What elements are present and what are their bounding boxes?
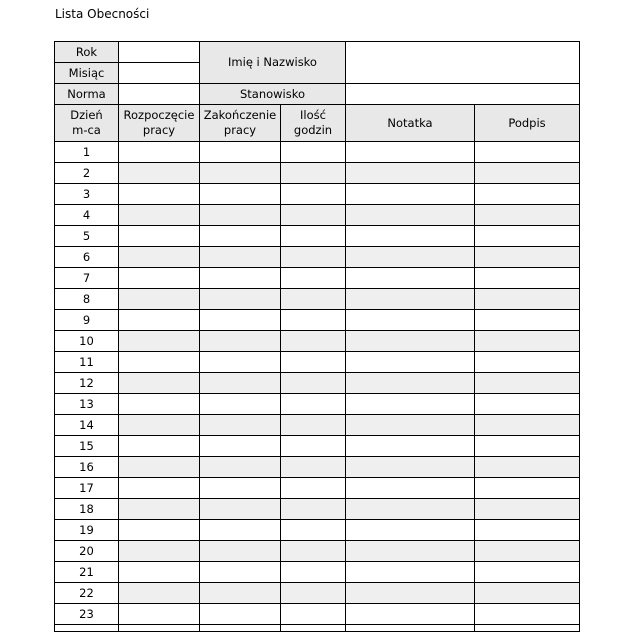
zakonczenie-cell[interactable]	[200, 163, 281, 184]
day-number: 13	[55, 394, 119, 415]
rozpoczecie-cell[interactable]	[119, 352, 200, 373]
rozpoczecie-cell[interactable]	[119, 205, 200, 226]
day-number: 20	[55, 541, 119, 562]
norma-label: Norma	[55, 84, 119, 105]
table-row	[55, 205, 580, 226]
podpis-cell[interactable]	[475, 541, 580, 562]
notatka-cell[interactable]	[346, 562, 475, 583]
rozpoczecie-cell[interactable]	[119, 373, 200, 394]
table-row	[55, 499, 580, 520]
zakonczenie-cell[interactable]	[200, 268, 281, 289]
notatka-cell[interactable]	[346, 205, 475, 226]
day-number: 22	[55, 583, 119, 604]
rozpoczecie-cell[interactable]	[119, 142, 200, 163]
ilosc-cell[interactable]	[281, 373, 346, 394]
zakonczenie-cell[interactable]	[200, 541, 281, 562]
day-number: 12	[55, 373, 119, 394]
zakonczenie-cell[interactable]	[200, 184, 281, 205]
day-number: 9	[55, 310, 119, 331]
rozpoczecie-cell[interactable]	[119, 310, 200, 331]
ilosc-cell[interactable]	[281, 142, 346, 163]
table-row	[55, 394, 580, 415]
imie-nazwisko-label: Imię i Nazwisko	[200, 42, 346, 84]
stanowisko-field[interactable]	[346, 84, 580, 105]
ilosc-cell[interactable]	[281, 247, 346, 268]
notatka-cell[interactable]	[346, 310, 475, 331]
day-number: 8	[55, 289, 119, 310]
ilosc-cell[interactable]	[281, 604, 346, 625]
partial-cell	[119, 625, 200, 632]
ilosc-cell[interactable]	[281, 184, 346, 205]
podpis-cell[interactable]	[475, 142, 580, 163]
day-number: 21	[55, 562, 119, 583]
table-row	[55, 352, 580, 373]
ilosc-cell[interactable]	[281, 520, 346, 541]
rok-field[interactable]	[119, 42, 200, 63]
day-number: 23	[55, 604, 119, 625]
zakonczenie-cell[interactable]	[200, 415, 281, 436]
table-row	[55, 436, 580, 457]
norma-field[interactable]	[119, 84, 200, 105]
table-row	[55, 247, 580, 268]
day-number: 11	[55, 352, 119, 373]
table-row	[55, 268, 580, 289]
notatka-cell[interactable]	[346, 352, 475, 373]
table-row	[55, 373, 580, 394]
notatka-cell[interactable]	[346, 478, 475, 499]
zakonczenie-cell[interactable]	[200, 247, 281, 268]
partial-cell	[475, 625, 580, 632]
table-row	[55, 163, 580, 184]
podpis-cell[interactable]	[475, 205, 580, 226]
rok-label: Rok	[55, 42, 119, 63]
rozpoczecie-cell[interactable]	[119, 289, 200, 310]
day-number: 3	[55, 184, 119, 205]
podpis-cell[interactable]	[475, 331, 580, 352]
ilosc-cell[interactable]	[281, 478, 346, 499]
col-header-dzien-line2: m-ca	[72, 123, 101, 137]
day-number: 4	[55, 205, 119, 226]
notatka-cell[interactable]	[346, 184, 475, 205]
table-row	[55, 184, 580, 205]
col-header-ilosc-line2: godzin	[293, 123, 333, 137]
table-row	[55, 310, 580, 331]
notatka-cell[interactable]	[346, 226, 475, 247]
notatka-cell[interactable]	[346, 541, 475, 562]
ilosc-cell[interactable]	[281, 205, 346, 226]
rozpoczecie-cell[interactable]	[119, 520, 200, 541]
ilosc-cell[interactable]	[281, 268, 346, 289]
podpis-cell[interactable]	[475, 226, 580, 247]
table-row	[55, 457, 580, 478]
podpis-cell[interactable]	[475, 247, 580, 268]
zakonczenie-cell[interactable]	[200, 331, 281, 352]
table-row	[55, 583, 580, 604]
notatka-cell[interactable]	[346, 247, 475, 268]
zakonczenie-cell[interactable]	[200, 457, 281, 478]
zakonczenie-cell[interactable]	[200, 394, 281, 415]
notatka-cell[interactable]	[346, 373, 475, 394]
notatka-cell[interactable]	[346, 583, 475, 604]
ilosc-cell[interactable]	[281, 457, 346, 478]
notatka-cell[interactable]	[346, 415, 475, 436]
ilosc-cell[interactable]	[281, 562, 346, 583]
rozpoczecie-cell[interactable]	[119, 499, 200, 520]
podpis-cell[interactable]	[475, 604, 580, 625]
partial-cell	[346, 625, 475, 632]
podpis-cell[interactable]	[475, 562, 580, 583]
zakonczenie-cell[interactable]	[200, 520, 281, 541]
notatka-cell[interactable]	[346, 604, 475, 625]
partial-cell	[281, 625, 346, 632]
ilosc-cell[interactable]	[281, 289, 346, 310]
zakonczenie-cell[interactable]	[200, 436, 281, 457]
podpis-cell[interactable]	[475, 583, 580, 604]
podpis-cell[interactable]	[475, 268, 580, 289]
podpis-cell[interactable]	[475, 373, 580, 394]
rozpoczecie-cell[interactable]	[119, 541, 200, 562]
zakonczenie-cell[interactable]	[200, 373, 281, 394]
zakonczenie-cell[interactable]	[200, 583, 281, 604]
podpis-cell[interactable]	[475, 289, 580, 310]
day-number: 6	[55, 247, 119, 268]
notatka-cell[interactable]	[346, 289, 475, 310]
rozpoczecie-cell[interactable]	[119, 331, 200, 352]
notatka-cell[interactable]	[346, 520, 475, 541]
col-header-zakonczenie-line2: pracy	[223, 123, 257, 137]
table-row	[55, 226, 580, 247]
day-number: 2	[55, 163, 119, 184]
notatka-cell[interactable]	[346, 163, 475, 184]
col-header-dzien-line1: Dzień	[70, 108, 103, 122]
ilosc-cell[interactable]	[281, 163, 346, 184]
day-number: 17	[55, 478, 119, 499]
notatka-cell[interactable]	[346, 394, 475, 415]
podpis-cell[interactable]	[475, 352, 580, 373]
rozpoczecie-cell[interactable]	[119, 583, 200, 604]
col-header-rozpoczecie	[119, 105, 200, 142]
notatka-cell[interactable]	[346, 142, 475, 163]
zakonczenie-cell[interactable]	[200, 499, 281, 520]
table-row	[55, 604, 580, 625]
notatka-cell[interactable]	[346, 331, 475, 352]
zakonczenie-cell[interactable]	[200, 352, 281, 373]
rozpoczecie-cell[interactable]	[119, 415, 200, 436]
podpis-cell[interactable]	[475, 499, 580, 520]
podpis-cell[interactable]	[475, 310, 580, 331]
day-number: 10	[55, 331, 119, 352]
ilosc-cell[interactable]	[281, 226, 346, 247]
ilosc-cell[interactable]	[281, 331, 346, 352]
podpis-cell[interactable]	[475, 415, 580, 436]
zakonczenie-cell[interactable]	[200, 142, 281, 163]
ilosc-cell[interactable]	[281, 310, 346, 331]
day-number: 16	[55, 457, 119, 478]
table-row	[55, 289, 580, 310]
partial-cell	[200, 625, 281, 632]
zakonczenie-cell[interactable]	[200, 478, 281, 499]
stanowisko-label: Stanowisko	[200, 84, 346, 105]
document-title: Lista Obecności	[55, 7, 150, 21]
table-row-partial	[55, 625, 580, 632]
rozpoczecie-cell[interactable]	[119, 247, 200, 268]
col-header-podpis: Podpis	[475, 105, 580, 142]
zakonczenie-cell[interactable]	[200, 310, 281, 331]
podpis-cell[interactable]	[475, 520, 580, 541]
attendance-table	[54, 41, 580, 632]
zakonczenie-cell[interactable]	[200, 289, 281, 310]
zakonczenie-cell[interactable]	[200, 604, 281, 625]
notatka-cell[interactable]	[346, 436, 475, 457]
rozpoczecie-cell[interactable]	[119, 436, 200, 457]
zakonczenie-cell[interactable]	[200, 205, 281, 226]
col-header-dzien	[55, 105, 119, 142]
ilosc-cell[interactable]	[281, 352, 346, 373]
podpis-cell[interactable]	[475, 436, 580, 457]
partial-cell	[55, 625, 119, 632]
table-row	[55, 478, 580, 499]
day-number: 18	[55, 499, 119, 520]
day-number: 15	[55, 436, 119, 457]
table-row	[55, 331, 580, 352]
podpis-cell[interactable]	[475, 184, 580, 205]
podpis-cell[interactable]	[475, 163, 580, 184]
table-row	[55, 562, 580, 583]
podpis-cell[interactable]	[475, 478, 580, 499]
ilosc-cell[interactable]	[281, 499, 346, 520]
miesiac-label: Misiąc	[55, 63, 119, 84]
day-number: 5	[55, 226, 119, 247]
table-row	[55, 142, 580, 163]
miesiac-field[interactable]	[119, 63, 200, 84]
podpis-cell[interactable]	[475, 457, 580, 478]
rozpoczecie-cell[interactable]	[119, 604, 200, 625]
table-row	[55, 541, 580, 562]
rozpoczecie-cell[interactable]	[119, 562, 200, 583]
day-number: 1	[55, 142, 119, 163]
col-header-notatka: Notatka	[346, 105, 475, 142]
rozpoczecie-cell[interactable]	[119, 394, 200, 415]
col-header-ilosc	[281, 105, 346, 142]
day-number: 7	[55, 268, 119, 289]
col-header-ilosc-line1: Ilość	[300, 108, 326, 122]
table-row	[55, 520, 580, 541]
zakonczenie-cell[interactable]	[200, 226, 281, 247]
imie-nazwisko-field[interactable]	[346, 42, 580, 84]
rozpoczecie-cell[interactable]	[119, 163, 200, 184]
ilosc-cell[interactable]	[281, 436, 346, 457]
notatka-cell[interactable]	[346, 457, 475, 478]
ilosc-cell[interactable]	[281, 394, 346, 415]
rozpoczecie-cell[interactable]	[119, 478, 200, 499]
notatka-cell[interactable]	[346, 268, 475, 289]
rozpoczecie-cell[interactable]	[119, 226, 200, 247]
rozpoczecie-cell[interactable]	[119, 184, 200, 205]
ilosc-cell[interactable]	[281, 541, 346, 562]
ilosc-cell[interactable]	[281, 583, 346, 604]
day-number: 14	[55, 415, 119, 436]
col-header-rozpoczecie-line1: Rozpoczęcie	[123, 108, 195, 122]
day-number: 19	[55, 520, 119, 541]
rozpoczecie-cell[interactable]	[119, 457, 200, 478]
notatka-cell[interactable]	[346, 499, 475, 520]
rozpoczecie-cell[interactable]	[119, 268, 200, 289]
col-header-rozpoczecie-line2: pracy	[142, 123, 176, 137]
zakonczenie-cell[interactable]	[200, 562, 281, 583]
col-header-zakonczenie-line1: Zakończenie	[203, 108, 277, 122]
table-row	[55, 415, 580, 436]
podpis-cell[interactable]	[475, 394, 580, 415]
col-header-zakonczenie	[200, 105, 281, 142]
ilosc-cell[interactable]	[281, 415, 346, 436]
